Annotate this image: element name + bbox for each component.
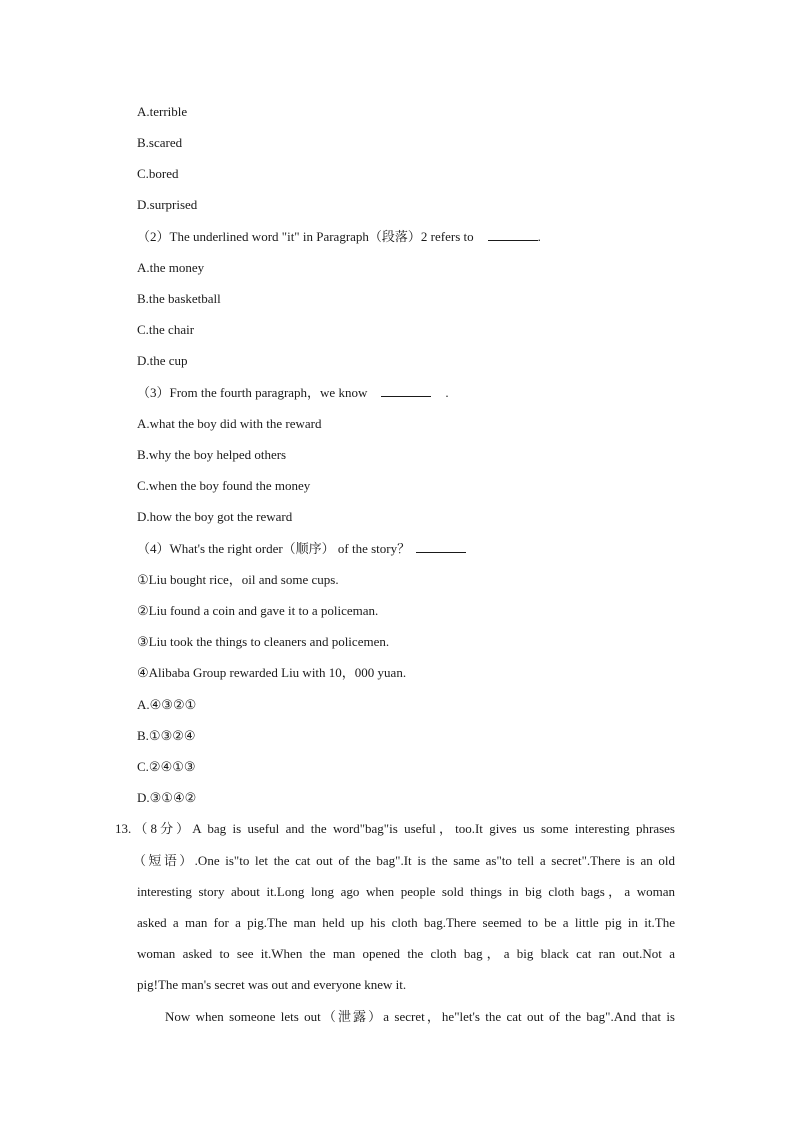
q4-option-b: B.①③②④ [137,728,196,743]
q4-stem-text: （4）What's the right order（顺序） of the story？ [137,541,411,556]
q13-line-3: interesting story about it.Long long ago when people sold things in big cloth bags，a woman [137,884,675,899]
q13-line-2: （短语）.One is"to let the cat out of the bag".It is the same as"to tell a secret".There is an old [133,853,675,868]
q13-line-4: asked a man for a pig.The man held up his cloth bag.There seemed to be a little pig in it.The [137,915,675,930]
q3-stem-end: . [445,385,449,400]
q2-stem-text: （2）The underlined word "it" in Paragraph（段落）2 refers to [137,229,474,244]
q2-stem-end: . [537,229,541,244]
q3-option-a: A.what the boy did with the reward [137,416,322,431]
q2-stem [137,228,541,246]
q2-option-b: B.the basketball [137,291,221,306]
q13-line-1: 13.（8分）A bag is useful and the word"bag"is useful，too.It gives us some interesting phrases [115,821,675,836]
q4-statement-1: ①Liu bought rice，oil and some cups. [137,572,339,587]
q4-answer-blank [416,540,466,553]
q3-stem-text: （3）From the fourth paragraph，we know [137,385,368,400]
q1-option-b: B.scared [137,135,183,150]
q4-stem [137,540,466,558]
q13-line-5: woman asked to see it.When the man opened the cloth bag，a big black cat ran out.Not a [137,946,675,961]
q2-option-d: D.the cup [137,353,188,368]
q3-option-b: B.why the boy helped others [137,447,287,462]
q13-line-6: pig!The man's secret was out and everyone knew it. [137,977,407,992]
q3-stem [137,384,449,402]
q4-option-c: C.②④①③ [137,759,196,774]
q4-statement-2: ②Liu found a coin and gave it to a policeman. [137,603,379,618]
q13-line-7: Now when someone lets out（泄露）a secret，he"let's the cat out of the bag".And that is [165,1009,675,1024]
q2-option-c: C.the chair [137,322,195,337]
q1-option-a: A.terrible [137,104,188,119]
q3-option-d: D.how the boy got the reward [137,509,293,524]
q3-option-c: C.when the boy found the money [137,478,311,493]
q2-answer-blank [488,228,538,241]
q1-option-c: C.bored [137,166,179,181]
q4-option-a: A.④③②① [137,697,197,712]
q4-statement-3: ③Liu took the things to cleaners and policemen. [137,634,390,649]
q1-option-d: D.surprised [137,197,198,212]
q3-answer-blank [381,384,431,397]
q4-statement-4: ④Alibaba Group rewarded Liu with 10，000 yuan. [137,665,407,680]
q2-option-a: A.the money [137,260,205,275]
q4-option-d: D.③①④② [137,790,197,805]
